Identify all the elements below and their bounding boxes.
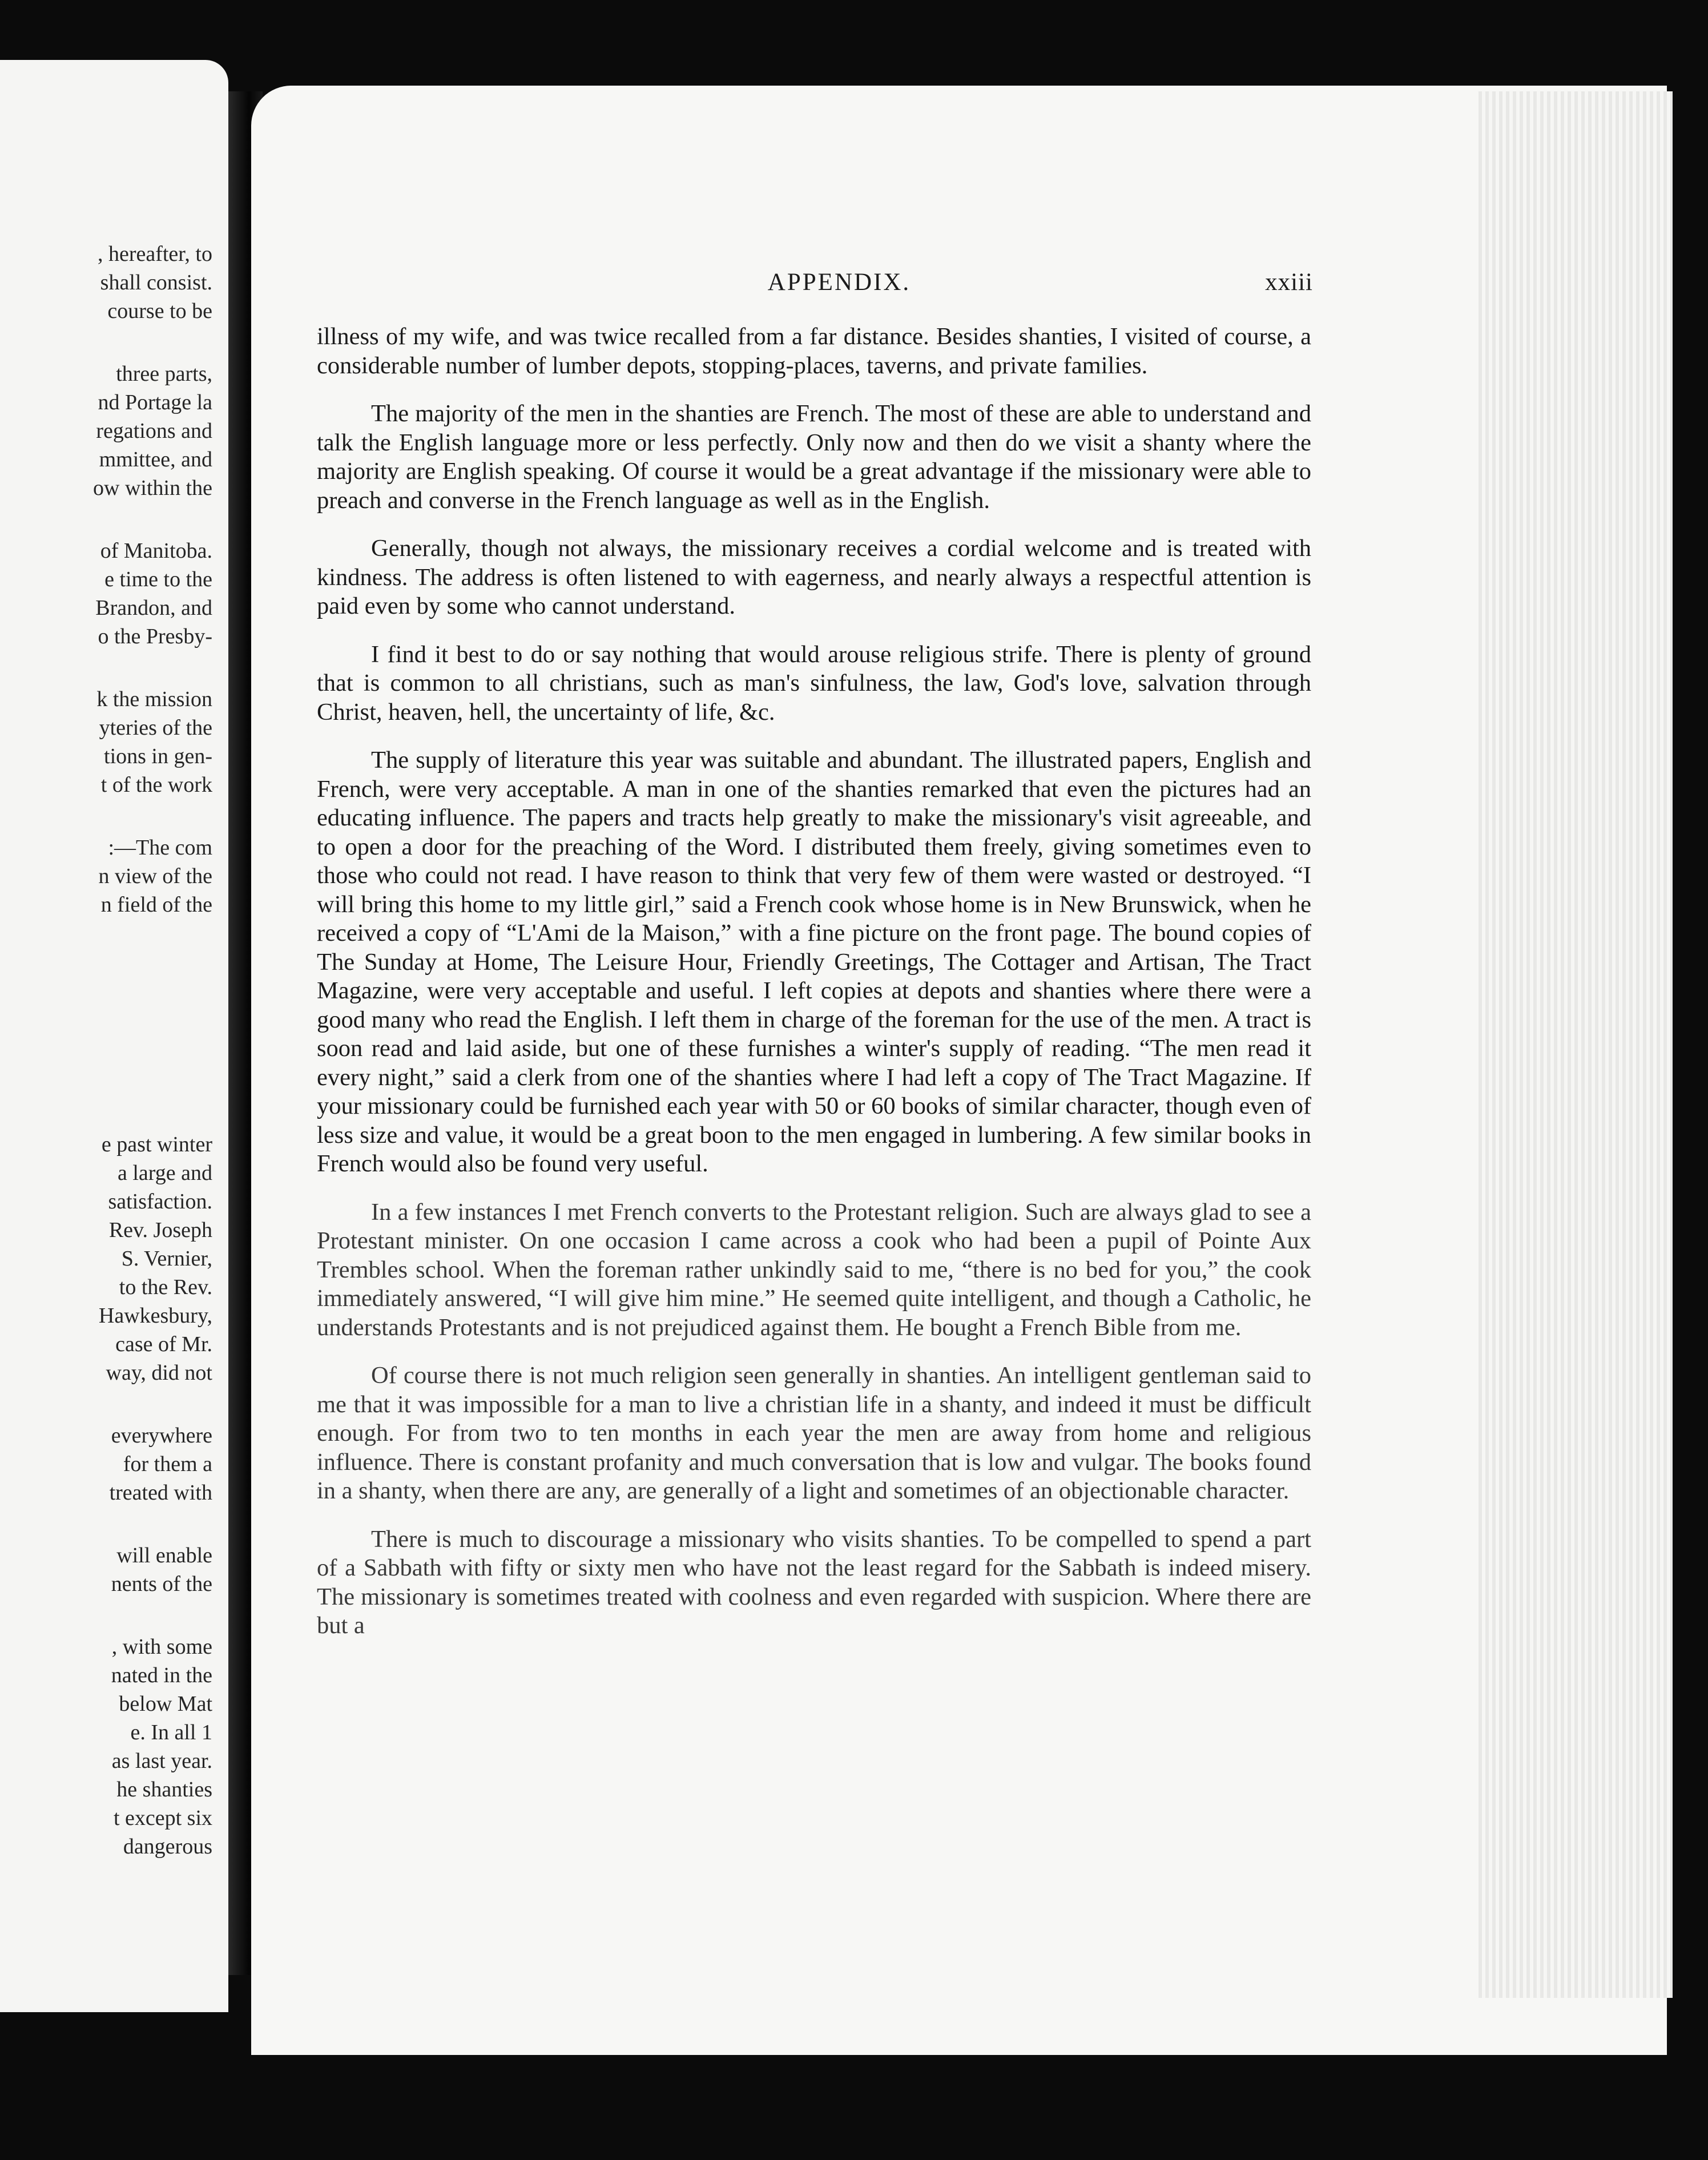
left-page (0, 60, 228, 2012)
paragraph: Generally, though not always, the missionary receives a cordial welcome and is treated with kindness. The address is often listened to with eagerness, and nearly always a respectful attention is paid even by some who cannot understand. (317, 535, 1311, 619)
page-number: xxiii (1265, 269, 1313, 296)
left-page-line: treated with (109, 1481, 212, 1505)
left-page-line: e past winter (101, 1133, 212, 1156)
left-page-line: satisfaction. (108, 1190, 212, 1214)
left-page-line: to the Rev. (119, 1275, 212, 1299)
left-page-line: :—The com (108, 836, 212, 860)
left-page-line: yteries of the (99, 716, 212, 740)
left-page-line: t except six (113, 1806, 212, 1830)
left-page-line: tions in gen- (104, 744, 212, 768)
left-page-line: he shanties (116, 1778, 212, 1802)
left-page-line: , with some (111, 1635, 212, 1659)
left-page-line: will enable (116, 1544, 212, 1567)
left-page-line: o the Presby- (98, 624, 212, 648)
left-page-line: regations and (96, 419, 212, 443)
left-page-line: Hawkesbury, (98, 1304, 212, 1328)
page-edges (1479, 91, 1673, 1998)
left-page-line: of Manitoba. (100, 539, 212, 563)
paragraph: illness of my wife, and was twice recalled from a far distance. Besides shanties, I visited of course, a considerable number of lumber depots, stopping-places, taverns, and private families. (317, 323, 1311, 379)
left-page-line: for them a (123, 1452, 212, 1476)
left-page-line: Brandon, and (95, 596, 212, 620)
paragraph: The majority of the men in the shanties are French. The most of these are able to understand and talk the English language more or less perfectly. Only now and then do we visit a shanty where the majority are English speaking. Of course it would be a great advantage if the missionary were able to preach and converse in the French language as well as in the English. (317, 400, 1311, 514)
paragraph: In a few instances I met French converts to the Protestant religion. Such are always glad to see a Protestant minister. On one occasion I came across a cook who had been a pupil of Pointe Aux Trembles school. When the foreman rather unkindly said to me, “there is no bed for you,” the cook immediately answered, “I will give him mine.” He seemed quite intelligent, and though a Catholic, he understands Protestants and is not prejudiced against them. He bought a French Bible from me. (317, 1198, 1311, 1341)
running-title: APPENDIX. (767, 269, 911, 296)
paragraph: I find it best to do or say nothing that would arouse religious strife. There is plenty of ground that is common to all christians, such as man's sinfulness, the law, God's love, salvation through Christ, heaven, hell, the uncertainty of life, &c. (317, 640, 1311, 726)
left-page-line: t of the work (100, 773, 212, 797)
left-page-line: everywhere (111, 1424, 212, 1448)
page-header (365, 268, 1313, 303)
left-page-line: k the mission (96, 687, 212, 711)
body-text (317, 323, 1311, 1660)
left-page-line: nated in the (111, 1663, 212, 1687)
left-page-line: , hereafter, to (97, 242, 212, 266)
left-page-line: dangerous (123, 1835, 212, 1859)
left-page-line: nents of the (111, 1572, 212, 1596)
paragraph: The supply of literature this year was suitable and abundant. The illustrated papers, English and French, were very acceptable. A man in one of the shanties remarked that even the pictures had an educating influence. The papers and tracts help greatly to make the missionary's visit agreeable, and to open a door for the preaching of the Word. I distributed them freely, giving sometimes even to those who could not read. I have reason to think that very few of them were wasted or destroyed. “I will bring this home to my little girl,” said a French cook whose home is in New Brunswick, when he received a copy of “L'Ami de la Maison,” with a fine picture on the front page. The bound copies of The Sunday at Home, The Leisure Hour, Friendly Greetings, The Cottager and Artisan, The Tract Magazine, were very acceptable and useful. I left copies at depots and shanties where there were a good many who read the English. I left them in charge of the foreman for the use of the men. A tract is soon read and laid aside, but one of these furnishes a winter's supply of reading. “The men read it every night,” said a clerk from one of the shanties where I had left a copy of The Tract Magazine. If your missionary could be furnished each year with 50 or 60 books of similar character, though even of less size and value, it would be a great boon to the men engaged in lumbering. A few similar books in French would also be found very useful. (317, 747, 1311, 1177)
left-page-line: n view of the (98, 864, 212, 888)
left-page-line: e time to the (104, 567, 212, 591)
left-page-line: n field of the (100, 893, 212, 917)
left-page-line: Rev. Joseph (108, 1218, 212, 1242)
left-page-line: e. In all 1 (130, 1720, 212, 1744)
left-page-line: nd Portage la (98, 390, 212, 414)
left-page-line: case of Mr. (115, 1332, 212, 1356)
paragraph: There is much to discourage a missionary who visits shanties. To be compelled to spend a part of a Sabbath with fifty or sixty men who have not the least regard for the Sabbath is indeed misery. The missionary is sometimes treated with coolness and even regarded with suspicion. Where there are but a (317, 1525, 1311, 1639)
left-page-line: as last year. (111, 1749, 212, 1773)
left-page-line: course to be (107, 299, 212, 323)
left-page-line: way, did not (106, 1361, 212, 1385)
left-page-line: shall consist. (100, 271, 212, 295)
paragraph: Of course there is not much religion seen generally in shanties. An intelligent gentleman said to me that it was impossible for a man to live a christian life in a shanty, and indeed it must be difficult enough. For from two to ten months in each year the men are away from home and religious influence. There is constant profanity and much conversation that is low and vulgar. The books found in a shanty, when there are any, are generally of a light and sometimes of an objectionable character. (317, 1362, 1311, 1504)
left-page-line: three parts, (116, 362, 212, 386)
left-page-line: below Mat (119, 1692, 212, 1716)
left-page-line: a large and (118, 1161, 212, 1185)
left-page-line: S. Vernier, (121, 1247, 212, 1271)
left-page-line: ow within the (93, 476, 212, 500)
left-page-line: mmittee, and (99, 448, 212, 472)
